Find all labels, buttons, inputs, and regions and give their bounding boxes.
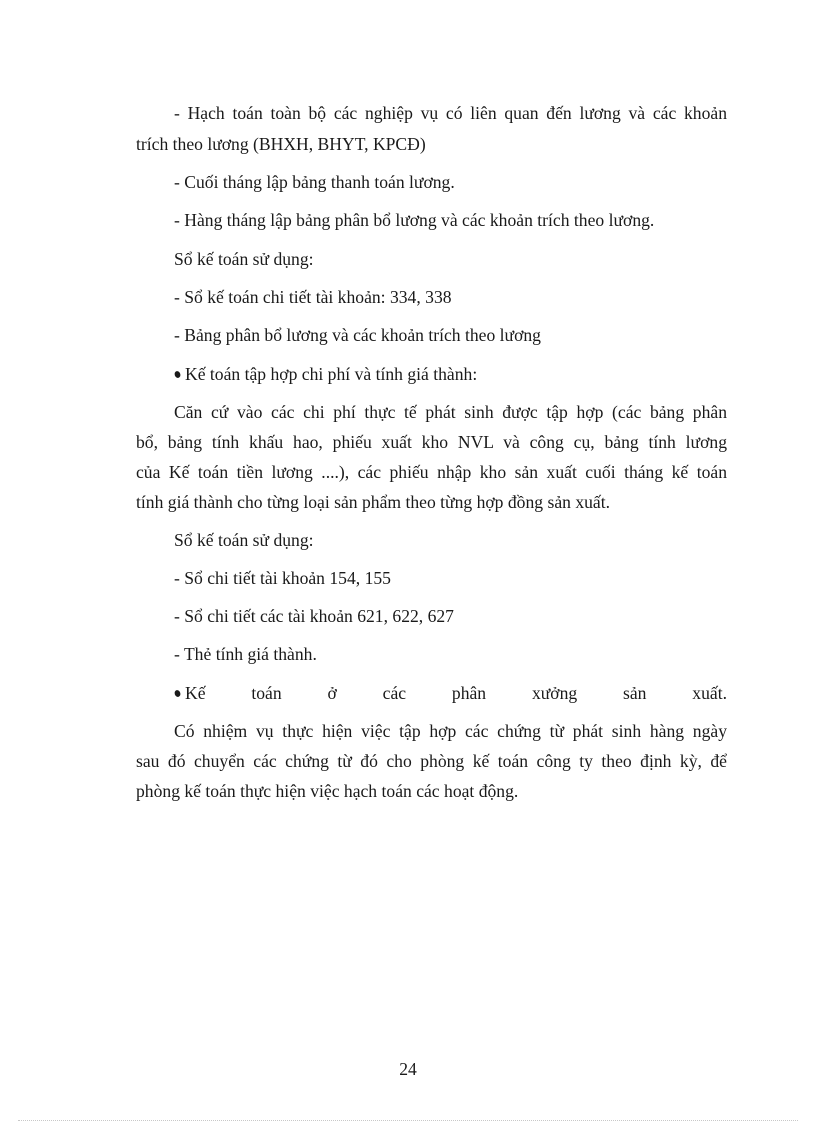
page-bottom-divider [18,1120,798,1121]
text-line: - Sổ chi tiết tài khoản 154, 155 [174,568,391,588]
text-line: trích theo lương (BHXH, BHYT, KPCĐ) [136,134,426,154]
text-line: phòng kế toán thực hiện việc hạch toán các hoạt động. [136,781,519,801]
bullet-icon [174,370,182,378]
text-line: - Hạch toán toàn bộ các nghiệp vụ có liên quan đến lương và các khoản [174,103,727,123]
section-heading-text: Kế toán tập hợp chi phí và tính giá thành: [185,364,478,384]
text-line: Căn cứ vào các chi phí thực tế phát sinh được tập hợp (các bảng phân [174,402,727,422]
section-heading-text: Kế toán ở các phân xưởng sản xuất. [185,683,727,703]
text-line: - Sổ chi tiết các tài khoản 621, 622, 627 [174,606,454,626]
text-line: bổ, bảng tính khấu hao, phiếu xuất kho NVL và công cụ, bảng tính lương [136,432,727,452]
section-heading [174,681,727,705]
text-line: - Sổ kế toán chi tiết tài khoản: 334, 338 [174,287,452,307]
bullet-icon [174,689,182,697]
text-line: sau đó chuyển các chứng từ đó cho phòng kế toán công ty theo định kỳ, để [136,751,727,771]
text-line: Sổ kế toán sử dụng: [174,530,314,550]
text-line: tính giá thành cho từng loại sản phẩm theo từng hợp đồng sản xuất. [136,492,611,512]
text-line: - Bảng phân bổ lương và các khoản trích theo lương [174,325,541,345]
text-line: Có nhiệm vụ thực hiện việc tập hợp các chứng từ phát sinh hàng ngày [174,721,727,741]
page-number: 24 [399,1059,417,1079]
section-heading [174,362,727,386]
text-line: - Hàng tháng lập bảng phân bổ lương và các khoản trích theo lương. [174,210,655,230]
text-line: - Thẻ tính giá thành. [174,644,317,664]
text-line: - Cuối tháng lập bảng thanh toán lương. [174,172,455,192]
text-line: của Kế toán tiền lương ....), các phiếu nhập kho sản xuất cuối tháng kế toán [136,462,727,482]
text-line: Sổ kế toán sử dụng: [174,249,314,269]
